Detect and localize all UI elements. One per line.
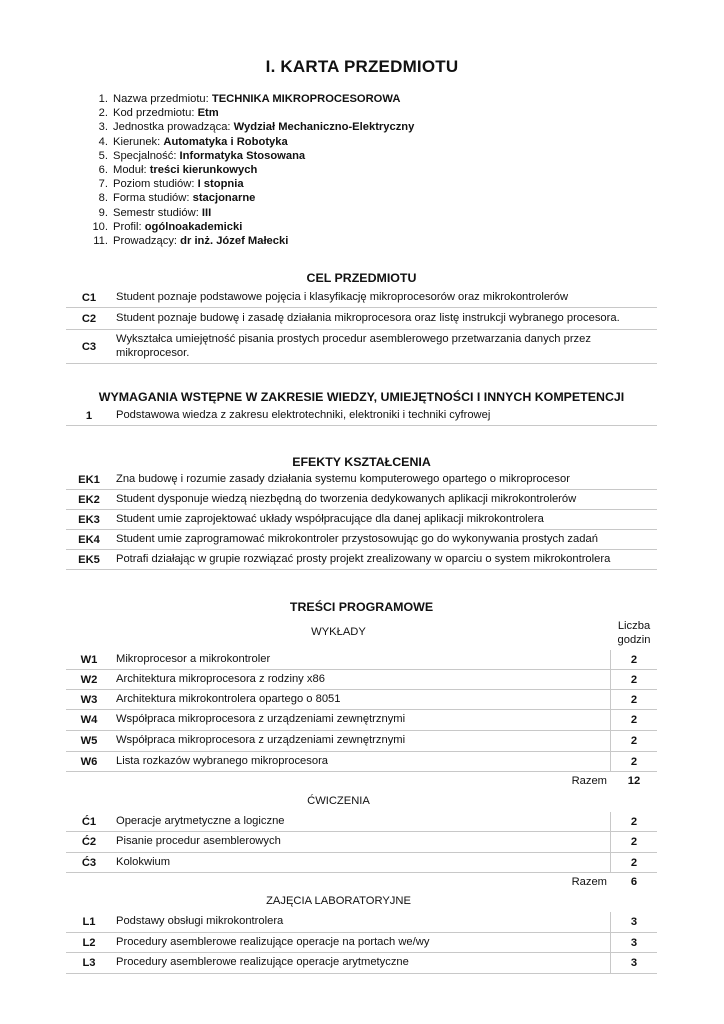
wyklady-hours: 2 <box>610 752 657 771</box>
wyklady-row <box>66 710 657 731</box>
wyklady-row <box>66 650 657 670</box>
laboratoria-label: ZAJĘCIA LABORATORYJNE <box>266 895 411 907</box>
info-number: 2. <box>98 107 108 120</box>
cwiczenia-code: Ć3 <box>81 856 97 869</box>
cel-description: Student poznaje budowę i zasadę działania mikroprocesora oraz listę instrukcji wybranego procesora. <box>116 311 620 324</box>
wyklady-description: Architektura mikrokontrolera opartego o 8051 <box>116 692 341 705</box>
info-number: 7. <box>98 178 108 191</box>
wyklady-code: W6 <box>80 755 98 768</box>
info-item <box>86 149 414 163</box>
info-item <box>86 106 414 120</box>
info-item <box>86 191 414 205</box>
info-number: 11. <box>93 235 108 248</box>
wyklady-hours: 2 <box>610 650 657 669</box>
wyklady-hours: 2 <box>610 690 657 709</box>
cwiczenia-label: ĆWICZENIA <box>307 795 370 807</box>
laboratoria-table <box>66 912 657 974</box>
wyklady-code: W1 <box>80 653 98 666</box>
efekty-description: Zna budowę i rozumie zasady działania systemu komputerowego opartego o mikroprocesor <box>116 472 570 485</box>
wymagania-code: 1 <box>85 409 93 422</box>
info-label: Specjalność: <box>113 149 177 162</box>
laboratoria-code: L2 <box>82 936 96 949</box>
info-value: stacjonarne <box>192 192 256 205</box>
efekty-description: Student dysponuje wiedzą niezbędną do tworzenia dedykowanych aplikacji mikrokontrolerów <box>116 492 577 505</box>
wyklady-code: W2 <box>80 673 98 686</box>
wyklady-hours: 2 <box>610 710 657 730</box>
laboratoria-hours: 3 <box>610 912 657 932</box>
info-item <box>86 234 414 248</box>
efekty-code: EK5 <box>78 553 100 566</box>
info-label: Kod przedmiotu: <box>113 107 195 120</box>
cwiczenia-code: Ć2 <box>81 836 97 848</box>
cel-row <box>66 330 657 364</box>
hours-column-label: Liczba godzin <box>617 620 651 646</box>
info-item <box>86 177 414 191</box>
info-item <box>86 206 414 220</box>
cwiczenia-description: Kolokwium <box>116 855 171 868</box>
info-value: Automatyka i Robotyka <box>163 135 288 148</box>
laboratoria-row <box>66 912 657 933</box>
wymagania-section-title: WYMAGANIA WSTĘPNE W ZAKRESIE WIEDZY, UMIEJĘTNOŚCI I INNYCH KOMPETENCJI <box>98 390 625 404</box>
cel-code: C2 <box>81 312 97 325</box>
wyklady-row <box>66 731 657 752</box>
info-label: Forma studiów: <box>113 192 190 205</box>
laboratoria-code: L3 <box>82 957 96 969</box>
info-label: Kierunek: <box>113 135 161 148</box>
laboratoria-hours: 3 <box>610 953 657 973</box>
wyklady-header <box>66 619 657 649</box>
info-number: 10. <box>92 220 108 233</box>
info-number: 4. <box>98 135 108 148</box>
wyklady-code: W5 <box>80 735 98 747</box>
wymagania-row <box>66 406 657 426</box>
wymagania-table <box>66 406 657 426</box>
wyklady-total-label: Razem <box>571 775 607 787</box>
cel-code: C1 <box>81 292 97 304</box>
cel-section-title: CEL PRZEDMIOTU <box>306 271 417 285</box>
efekty-code: EK4 <box>78 533 100 546</box>
info-value: I stopnia <box>197 178 244 191</box>
wyklady-row <box>66 752 657 772</box>
cwiczenia-row <box>66 832 657 853</box>
efekty-row <box>66 530 657 550</box>
laboratoria-description: Podstawy obsługi mikrokontrolera <box>116 915 284 928</box>
cwiczenia-hours: 2 <box>610 853 657 872</box>
wyklady-row <box>66 690 657 710</box>
cwiczenia-total-value: 6 <box>630 876 638 888</box>
laboratoria-description: Procedury asemblerowe realizujące operacje na portach we/wy <box>116 935 430 948</box>
info-item <box>86 220 414 234</box>
info-number: 6. <box>98 164 108 177</box>
cwiczenia-row <box>66 812 657 832</box>
efekty-row <box>66 470 657 490</box>
page-title: I. KARTA PRZEDMIOTU <box>265 57 459 76</box>
efekty-code: EK3 <box>78 513 100 526</box>
wyklady-description: Mikroprocesor a mikrokontroler <box>116 652 271 665</box>
cel-description: Student poznaje podstawowe pojęcia i klasyfikację mikroprocesorów oraz mikrokontrolerów <box>116 291 569 304</box>
wymagania-description: Podstawowa wiedza z zakresu elektrotechniki, elektroniki i techniki cyfrowej <box>116 408 491 421</box>
wyklady-total <box>66 775 657 791</box>
info-label: Semestr studiów: <box>113 206 199 219</box>
efekty-description: Student umie zaprogramować mikrokontroler przystosowując go do wykonywania prostych zadań <box>116 532 598 545</box>
wyklady-table <box>66 650 657 772</box>
wyklady-row <box>66 670 657 690</box>
cwiczenia-description: Pisanie procedur asemblerowych <box>116 835 281 848</box>
course-info-list <box>86 92 414 248</box>
cwiczenia-total-label: Razem <box>571 876 607 888</box>
info-number: 5. <box>98 149 108 162</box>
wyklady-code: W3 <box>80 693 98 706</box>
info-label: Nazwa przedmiotu: <box>113 93 209 105</box>
info-value: dr inż. Józef Małecki <box>180 235 289 248</box>
tresci-section-title: TREŚCI PROGRAMOWE <box>289 600 434 614</box>
efekty-description: Potrafi działając w grupie rozwiązać prosty projekt zrealizowany w oparciu o system mikrokontrolera <box>116 552 611 565</box>
cwiczenia-hours: 2 <box>610 812 657 831</box>
efekty-row <box>66 550 657 570</box>
info-item <box>86 135 414 149</box>
info-label: Prowadzący: <box>113 235 178 248</box>
info-value: Wydział Mechaniczno-Elektryczny <box>233 121 415 134</box>
wyklady-total-value: 12 <box>627 775 641 787</box>
cwiczenia-code: Ć1 <box>81 815 97 828</box>
cwiczenia-table <box>66 812 657 873</box>
info-value: ogólnoakademicki <box>144 220 243 233</box>
info-value: Etm <box>197 107 219 120</box>
cwiczenia-total <box>66 876 657 892</box>
info-label: Jednostka prowadząca: <box>113 121 231 134</box>
laboratoria-header <box>66 895 657 911</box>
laboratoria-code: L1 <box>82 916 96 928</box>
wyklady-hours: 2 <box>610 731 657 751</box>
cel-description: Wykształca umiejętność pisania prostych procedur asemblerowego przetwarzania danych przez mikroprocesor. <box>116 333 591 359</box>
info-value: III <box>201 206 212 219</box>
info-value: treści kierunkowych <box>149 164 258 177</box>
efekty-code: EK2 <box>78 493 100 506</box>
wyklady-description: Współpraca mikroprocesora z urządzeniami zewnętrznymi <box>116 713 406 726</box>
laboratoria-description: Procedury asemblerowe realizujące operacje arytmetyczne <box>116 956 409 969</box>
info-item <box>86 163 414 177</box>
cel-code: C3 <box>81 340 97 353</box>
info-number: 1. <box>98 93 108 105</box>
info-label: Profil: <box>113 220 142 233</box>
info-number: 3. <box>98 121 108 134</box>
efekty-row <box>66 490 657 510</box>
efekty-code: EK1 <box>78 473 100 486</box>
efekty-description: Student umie zaprojektować układy współpracujące dla danej aplikacji mikrokontrolera <box>116 512 544 525</box>
cel-row <box>66 289 657 308</box>
laboratoria-hours: 3 <box>610 933 657 952</box>
cwiczenia-hours: 2 <box>610 832 657 852</box>
efekty-table <box>66 470 657 570</box>
info-value: TECHNIKA MIKROPROCESOROWA <box>211 93 401 105</box>
cel-table <box>66 289 657 364</box>
wyklady-description: Współpraca mikroprocesora z urządzeniami zewnętrznymi <box>116 734 406 747</box>
info-label: Moduł: <box>113 164 147 177</box>
cwiczenia-header <box>66 795 657 811</box>
laboratoria-row <box>66 933 657 953</box>
wyklady-hours: 2 <box>610 670 657 689</box>
wyklady-code: W4 <box>80 714 98 726</box>
cwiczenia-description: Operacje arytmetyczne a logiczne <box>116 814 285 827</box>
info-label: Poziom studiów: <box>113 178 195 191</box>
info-value: Informatyka Stosowana <box>179 149 306 162</box>
cel-row <box>66 308 657 330</box>
info-item <box>86 120 414 134</box>
info-item <box>86 92 414 106</box>
wyklady-description: Lista rozkazów wybranego mikroprocesora <box>116 754 329 767</box>
laboratoria-row <box>66 953 657 974</box>
wyklady-description: Architektura mikroprocesora z rodziny x86 <box>116 672 325 685</box>
info-number: 8. <box>98 192 108 205</box>
cwiczenia-row <box>66 853 657 873</box>
wyklady-label: WYKŁADY <box>311 626 366 638</box>
efekty-section-title: EFEKTY KSZTAŁCENIA <box>292 455 431 469</box>
info-number: 9. <box>98 206 108 219</box>
efekty-row <box>66 510 657 530</box>
